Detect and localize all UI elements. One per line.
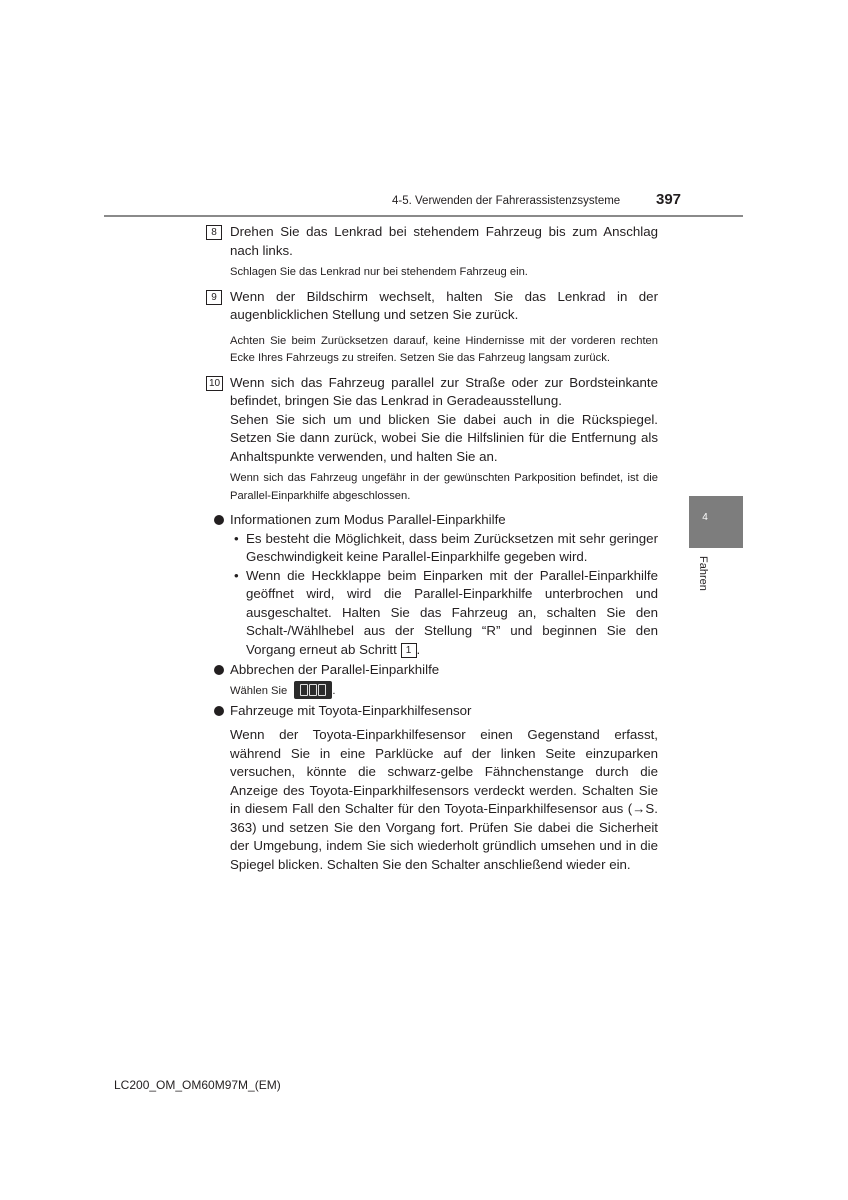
sensor-heading-text: Fahrzeuge mit Toyota-Einparkhilfesensor: [230, 702, 472, 718]
step-8-note: Schlagen Sie das Lenkrad nur bei stehendem Fahrzeug ein.: [230, 266, 528, 278]
header-section-title: 4-5. Verwenden der Fahrerassistenzsysteme: [392, 195, 621, 207]
step-9-note: Achten Sie beim Zurücksetzen darauf, keine Hindernisse mit der vorderen rechten Ecke Ihres Fahrzeugs zu streifen. Setzen Sie das Fahrzeug langsam zurück.: [230, 334, 658, 364]
step-number-10: 10: [206, 376, 223, 391]
page-number: 397: [656, 191, 682, 208]
step-10: [206, 374, 658, 467]
step-number-8: 8: [206, 225, 222, 240]
chapter-tab: [689, 496, 743, 548]
cancel-text: Wählen Sie: [230, 684, 288, 697]
info-item-2-end: .: [416, 641, 421, 657]
info-heading: [206, 511, 658, 530]
step-10-note: Wenn sich das Fahrzeug ungefähr in der gewünschten Parkposition befindet, ist die Parallel-Einparkhilfe abgeschlossen.: [230, 472, 658, 502]
bullet-dot-icon: [214, 706, 224, 716]
step-10-text: Wenn sich das Fahrzeug parallel zur Straße oder zur Bordsteinkante befindet, bringen Sie das Lenkrad in Geradeausstellung.: [230, 374, 658, 408]
footer-code: LC200_OM_OM60M97M_(EM): [114, 1078, 281, 1092]
step-number-9: 9: [206, 290, 222, 305]
step-8-text: Drehen Sie das Lenkrad bei stehendem Fahrzeug bis zum Anschlag nach links.: [230, 224, 658, 258]
bullet-dot-icon: [214, 515, 224, 525]
info-item-1: [206, 530, 658, 567]
chapter-tab-number: 4: [702, 512, 708, 523]
info-item-2-text: Wenn die Heckklappe beim Einparken mit der Parallel-Einparkhilfe geöffnet wird, wird die Parallel-Einparkhilfe unterbrochen und ausgeschaltet. Halten Sie das Fahrzeug an, schalten Sie den Schalt-/Wählhebel aus der Stellung “R” und beginnen Sie den Vorgang erneut ab Schritt: [246, 567, 658, 657]
bullet-dot-icon: [214, 665, 224, 675]
cancel-heading-text: Abbrechen der Parallel-Einparkhilfe: [230, 662, 440, 677]
info-item-2: [206, 567, 658, 660]
info-heading-text: Informationen zum Modus Parallel-Einparkhilfe: [230, 512, 506, 527]
info-item-1-text: Es besteht die Möglichkeit, dass beim Zurücksetzen mit sehr geringer Geschwindigkeit keine Parallel-Einparkhilfe gegeben wird.: [246, 530, 658, 564]
sensor-heading: [206, 702, 658, 721]
step-9: [206, 288, 658, 325]
parking-assist-switch-icon: [294, 681, 332, 699]
header-rule: [104, 215, 743, 217]
step-reference-1: 1: [401, 643, 417, 658]
step-9-text: Wenn der Bildschirm wechselt, halten Sie das Lenkrad in der augenblicklichen Stellung und setzen Sie zurück.: [230, 288, 658, 322]
sensor-paragraph: Wenn der Toyota-Einparkhilfesensor einen Gegenstand erfasst, während Sie in eine Parklücke auf der linken Seite einzuparken versuchen, könnte die schwarz-gelbe Fähnchenstange durch die Anzeige des Toyota-Einparkhilfesensors verdeckt werden. Schalten Sie in diesem Fall den Schalter für den Toyota-Einparkhilfesensor aus (→S. 363) und setzen Sie den Vorgang fort. Prüfen Sie dabei die Sicherheit der Umgebung, indem Sie sich wiederholt gründlich umsehen und in die Spiegel blicken. Schalten Sie den Schalter anschließend wieder ein.: [230, 727, 658, 872]
chapter-tab-label: Fahren: [697, 556, 709, 591]
small-bullet-icon: •: [234, 530, 239, 546]
step-8: [206, 223, 658, 260]
step-10-text-2: Sehen Sie sich um und blicken Sie dabei auch in die Rückspiegel. Setzen Sie dann zurück, wobei Sie die Hilfslinien für die Entfernung als Anhaltspunkte verwenden, und halten Sie an.: [230, 411, 658, 464]
cancel-end: .: [332, 684, 336, 697]
cancel-heading: [206, 661, 658, 680]
main-content: [206, 223, 658, 874]
small-bullet-icon: •: [234, 567, 239, 583]
cancel-instruction: [206, 680, 658, 702]
